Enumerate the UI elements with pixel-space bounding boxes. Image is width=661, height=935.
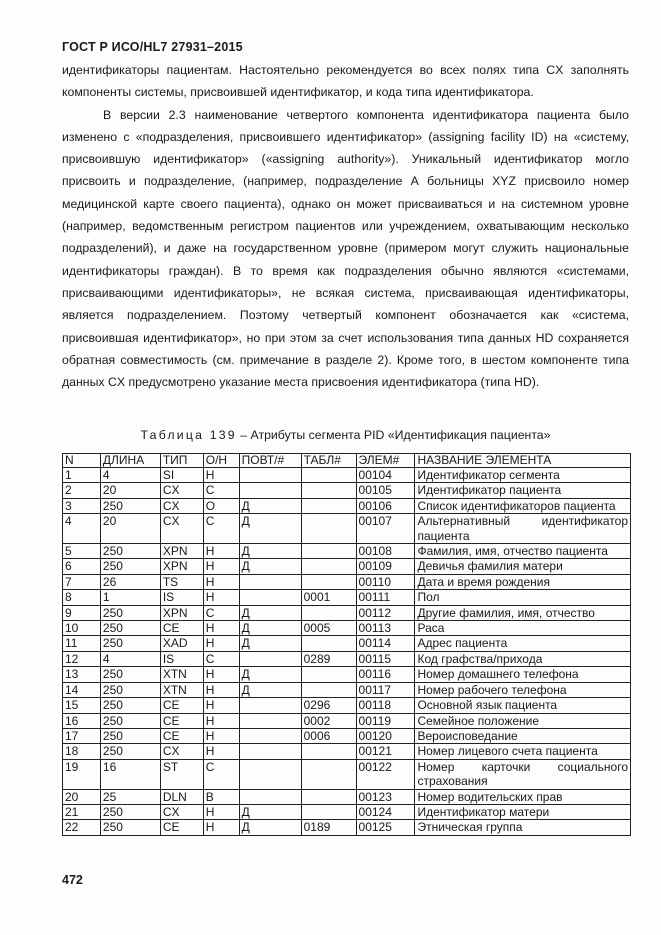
cell-col-type: CE — [160, 728, 203, 743]
cell-col-repeat — [239, 483, 301, 498]
paragraph-1: идентификаторы пациентам. Настоятельно рекомендуется во всех полях типа CX заполнять компоненты системы, присвоившей идентификатор, и кода типа идентификатора. — [62, 63, 629, 100]
table-row — [63, 574, 631, 589]
cell-col-length: 20 — [100, 483, 160, 498]
table-row — [63, 621, 631, 636]
cell-col-repeat: Д — [239, 667, 301, 682]
cell-col-req: С — [203, 605, 239, 620]
cell-col-req: С — [203, 514, 239, 544]
cell-col-table — [301, 744, 356, 759]
document-header: ГОСТ Р ИСО/HL7 27931–2015 — [62, 40, 243, 54]
cell-col-req: Н — [203, 698, 239, 713]
cell-col-repeat: Д — [239, 682, 301, 697]
cell-col-n: 13 — [63, 667, 101, 682]
cell-col-length: 250 — [100, 728, 160, 743]
cell-col-table — [301, 498, 356, 513]
cell-col-type: IS — [160, 651, 203, 666]
cell-col-element: 00118 — [356, 698, 415, 713]
table-row — [63, 820, 631, 835]
cell-col-type: CE — [160, 820, 203, 835]
cell-col-table: 0005 — [301, 621, 356, 636]
cell-col-name: Вероисповедание — [415, 728, 631, 743]
cell-col-n: 17 — [63, 728, 101, 743]
cell-col-type: XPN — [160, 559, 203, 574]
cell-col-n: 18 — [63, 744, 101, 759]
cell-col-element: 00110 — [356, 574, 415, 589]
cell-col-element: 00112 — [356, 605, 415, 620]
cell-col-req: Н — [203, 559, 239, 574]
cell-col-n: 16 — [63, 713, 101, 728]
header-col-length: ДЛИНА — [100, 454, 160, 468]
cell-col-type: DLN — [160, 789, 203, 804]
cell-col-n: 20 — [63, 789, 101, 804]
cell-col-req: Н — [203, 468, 239, 483]
cell-col-name: Список идентификаторов пациента — [415, 498, 631, 513]
cell-col-type: TS — [160, 574, 203, 589]
cell-col-type: XAD — [160, 636, 203, 651]
paragraph-2: В версии 2.3 наименование четвертого компонента идентификатора пациента было изменено с «подразделения, присвоившего идентификатор» (assigning facility ID) на «систему, присвоившую идентификатор» («assigning authority»). Уникальный идентификатор могло присвоить и подразделение, (например, подразделение А больницы XYZ присвоило номер медицинской карте своего пациента), однако он может присваиваться и на системном уровне (например, ведомственным регистром пациентов или учреждением, охватывающим несколько подразделений), и даже на государственном уровне (примером могут служить национальные идентификаторы граждан). В то время как подразделения обычно являются «системами, присваивающими идентификаторы», не всякая система, присваивающая идентификаторы, является подразделением. Поэтому четвертый компонент обозначается как «система, присвоившая идентификатор», но при этом за счет использования типа данных HD сохраняется обратная совместимость (см. примечание в разделе 2). Кроме того, в шестом компоненте типа данных CX предусмотрено указание места присвоения идентификатора (типа HD). — [62, 107, 629, 390]
cell-col-length: 250 — [100, 820, 160, 835]
cell-col-type: XTN — [160, 682, 203, 697]
cell-col-element: 00115 — [356, 651, 415, 666]
cell-col-length: 250 — [100, 713, 160, 728]
table-row — [63, 636, 631, 651]
cell-col-length: 250 — [100, 498, 160, 513]
cell-col-length: 25 — [100, 789, 160, 804]
table-row — [63, 559, 631, 574]
cell-col-req: Н — [203, 682, 239, 697]
cell-col-element: 00114 — [356, 636, 415, 651]
cell-col-length: 250 — [100, 605, 160, 620]
cell-col-n: 7 — [63, 574, 101, 589]
cell-col-name: Фамилия, имя, отчество пациента — [415, 544, 631, 559]
cell-col-req: С — [203, 651, 239, 666]
header-col-type: ТИП — [160, 454, 203, 468]
cell-col-repeat: Д — [239, 498, 301, 513]
table-row — [63, 804, 631, 819]
cell-col-length: 250 — [100, 804, 160, 819]
header-col-name: НАЗВАНИЕ ЭЛЕМЕНТА — [415, 454, 631, 468]
cell-col-length: 250 — [100, 667, 160, 682]
cell-col-repeat: Д — [239, 544, 301, 559]
cell-col-req: Н — [203, 621, 239, 636]
table-caption-label: Таблица 139 — [140, 428, 237, 442]
page-number: 472 — [62, 873, 83, 887]
cell-col-element: 00111 — [356, 590, 415, 605]
cell-col-n: 22 — [63, 820, 101, 835]
header-col-element: ЭЛЕМ# — [356, 454, 415, 468]
cell-col-repeat: Д — [239, 514, 301, 544]
cell-col-name: Раса — [415, 621, 631, 636]
cell-col-req: О — [203, 498, 239, 513]
cell-col-type: CX — [160, 498, 203, 513]
cell-col-length: 1 — [100, 590, 160, 605]
cell-col-req: Н — [203, 667, 239, 682]
cell-col-repeat — [239, 468, 301, 483]
cell-col-table — [301, 667, 356, 682]
cell-col-n: 19 — [63, 759, 101, 789]
cell-col-type: CE — [160, 621, 203, 636]
cell-col-repeat — [239, 574, 301, 589]
cell-col-n: 8 — [63, 590, 101, 605]
cell-col-name: Основной язык пациента — [415, 698, 631, 713]
cell-col-repeat — [239, 728, 301, 743]
table-row — [63, 698, 631, 713]
cell-col-type: CE — [160, 713, 203, 728]
cell-col-repeat — [239, 651, 301, 666]
cell-col-table: 0189 — [301, 820, 356, 835]
cell-col-n: 10 — [63, 621, 101, 636]
cell-col-repeat — [239, 744, 301, 759]
cell-col-type: XPN — [160, 605, 203, 620]
cell-col-length: 250 — [100, 682, 160, 697]
cell-col-element: 00113 — [356, 621, 415, 636]
cell-col-table: 0296 — [301, 698, 356, 713]
cell-col-type: XTN — [160, 667, 203, 682]
cell-col-type: ST — [160, 759, 203, 789]
table-caption-text: – Атрибуты сегмента PID «Идентификация пациента» — [236, 428, 551, 442]
cell-col-name: Адрес пациента — [415, 636, 631, 651]
cell-col-type: CX — [160, 483, 203, 498]
table-row — [63, 682, 631, 697]
cell-col-name: Другие фамилия, имя, отчество — [415, 605, 631, 620]
cell-col-n: 9 — [63, 605, 101, 620]
cell-col-n: 11 — [63, 636, 101, 651]
header-col-table: ТАБЛ# — [301, 454, 356, 468]
table-row — [63, 713, 631, 728]
cell-col-name: Номер карточки социального страхования — [415, 759, 631, 789]
cell-col-table: 0289 — [301, 651, 356, 666]
cell-col-name: Девичья фамилия матери — [415, 559, 631, 574]
cell-col-repeat: Д — [239, 820, 301, 835]
cell-col-name: Номер домашнего телефона — [415, 667, 631, 682]
cell-col-element: 00117 — [356, 682, 415, 697]
table-row — [63, 789, 631, 804]
cell-col-table — [301, 759, 356, 789]
cell-col-req: С — [203, 759, 239, 789]
cell-col-n: 3 — [63, 498, 101, 513]
table-row — [63, 590, 631, 605]
cell-col-type: SI — [160, 468, 203, 483]
cell-col-n: 1 — [63, 468, 101, 483]
table-row — [63, 605, 631, 620]
cell-col-table — [301, 514, 356, 544]
body-text — [62, 59, 629, 393]
cell-col-req: Н — [203, 804, 239, 819]
cell-col-repeat — [239, 590, 301, 605]
cell-col-length: 20 — [100, 514, 160, 544]
table-row — [63, 514, 631, 544]
cell-col-element: 00106 — [356, 498, 415, 513]
cell-col-repeat: Д — [239, 621, 301, 636]
cell-col-length: 250 — [100, 698, 160, 713]
cell-col-repeat: Д — [239, 636, 301, 651]
cell-col-repeat: Д — [239, 804, 301, 819]
cell-col-table — [301, 789, 356, 804]
cell-col-name: Дата и время рождения — [415, 574, 631, 589]
cell-col-type: XPN — [160, 544, 203, 559]
cell-col-type: IS — [160, 590, 203, 605]
cell-col-length: 26 — [100, 574, 160, 589]
cell-col-req: Н — [203, 820, 239, 835]
cell-col-table — [301, 804, 356, 819]
cell-col-element: 00125 — [356, 820, 415, 835]
cell-col-repeat — [239, 698, 301, 713]
cell-col-table — [301, 605, 356, 620]
cell-col-length: 16 — [100, 759, 160, 789]
cell-col-type: CX — [160, 804, 203, 819]
cell-col-element: 00109 — [356, 559, 415, 574]
cell-col-element: 00121 — [356, 744, 415, 759]
cell-col-n: 5 — [63, 544, 101, 559]
cell-col-name: Альтернативный идентификатор пациента — [415, 514, 631, 544]
cell-col-element: 00122 — [356, 759, 415, 789]
table-row — [63, 483, 631, 498]
cell-col-length: 250 — [100, 559, 160, 574]
cell-col-req: В — [203, 789, 239, 804]
cell-col-element: 00107 — [356, 514, 415, 544]
cell-col-name: Номер водительских прав — [415, 789, 631, 804]
cell-col-element: 00124 — [356, 804, 415, 819]
cell-col-req: Н — [203, 744, 239, 759]
cell-col-table — [301, 544, 356, 559]
cell-col-n: 14 — [63, 682, 101, 697]
cell-col-n: 12 — [63, 651, 101, 666]
cell-col-element: 00104 — [356, 468, 415, 483]
table-row — [63, 744, 631, 759]
cell-col-repeat — [239, 759, 301, 789]
cell-col-element: 00116 — [356, 667, 415, 682]
table-row — [63, 498, 631, 513]
cell-col-req: С — [203, 483, 239, 498]
cell-col-length: 4 — [100, 651, 160, 666]
cell-col-name: Номер рабочего телефона — [415, 682, 631, 697]
header-col-n: N — [63, 454, 101, 468]
cell-col-element: 00105 — [356, 483, 415, 498]
cell-col-n: 15 — [63, 698, 101, 713]
cell-col-req: Н — [203, 713, 239, 728]
cell-col-table — [301, 636, 356, 651]
cell-col-length: 250 — [100, 636, 160, 651]
table-row — [63, 468, 631, 483]
cell-col-length: 250 — [100, 621, 160, 636]
cell-col-element: 00108 — [356, 544, 415, 559]
cell-col-table — [301, 483, 356, 498]
pid-attributes-table — [62, 453, 631, 836]
header-col-repeat: ПОВТ/# — [239, 454, 301, 468]
cell-col-name: Код графства/прихода — [415, 651, 631, 666]
table-caption — [62, 428, 629, 442]
cell-col-type: CX — [160, 514, 203, 544]
cell-col-table: 0001 — [301, 590, 356, 605]
cell-col-element: 00120 — [356, 728, 415, 743]
cell-col-req: Н — [203, 590, 239, 605]
table-row — [63, 728, 631, 743]
cell-col-n: 21 — [63, 804, 101, 819]
table-row — [63, 544, 631, 559]
cell-col-name: Семейное положение — [415, 713, 631, 728]
cell-col-element: 00119 — [356, 713, 415, 728]
cell-col-name: Идентификатор пациента — [415, 483, 631, 498]
cell-col-length: 4 — [100, 468, 160, 483]
cell-col-name: Этническая группа — [415, 820, 631, 835]
cell-col-name: Идентификатор матери — [415, 804, 631, 819]
cell-col-type: CE — [160, 698, 203, 713]
cell-col-req: Н — [203, 574, 239, 589]
cell-col-n: 4 — [63, 514, 101, 544]
table-header-row — [63, 454, 631, 468]
table-row — [63, 759, 631, 789]
cell-col-element: 00123 — [356, 789, 415, 804]
cell-col-type: CX — [160, 744, 203, 759]
cell-col-req: Н — [203, 544, 239, 559]
table-row — [63, 667, 631, 682]
cell-col-length: 250 — [100, 744, 160, 759]
cell-col-repeat — [239, 713, 301, 728]
table-body — [63, 468, 631, 836]
cell-col-req: Н — [203, 636, 239, 651]
cell-col-table — [301, 682, 356, 697]
cell-col-repeat: Д — [239, 605, 301, 620]
cell-col-repeat — [239, 789, 301, 804]
cell-col-name: Пол — [415, 590, 631, 605]
cell-col-req: Н — [203, 728, 239, 743]
cell-col-table — [301, 574, 356, 589]
cell-col-table — [301, 468, 356, 483]
header-col-req: О/Н — [203, 454, 239, 468]
cell-col-n: 6 — [63, 559, 101, 574]
cell-col-name: Идентификатор сегмента — [415, 468, 631, 483]
cell-col-length: 250 — [100, 544, 160, 559]
cell-col-table: 0006 — [301, 728, 356, 743]
cell-col-table: 0002 — [301, 713, 356, 728]
cell-col-repeat: Д — [239, 559, 301, 574]
cell-col-name: Номер лицевого счета пациента — [415, 744, 631, 759]
cell-col-table — [301, 559, 356, 574]
table-row — [63, 651, 631, 666]
cell-col-n: 2 — [63, 483, 101, 498]
